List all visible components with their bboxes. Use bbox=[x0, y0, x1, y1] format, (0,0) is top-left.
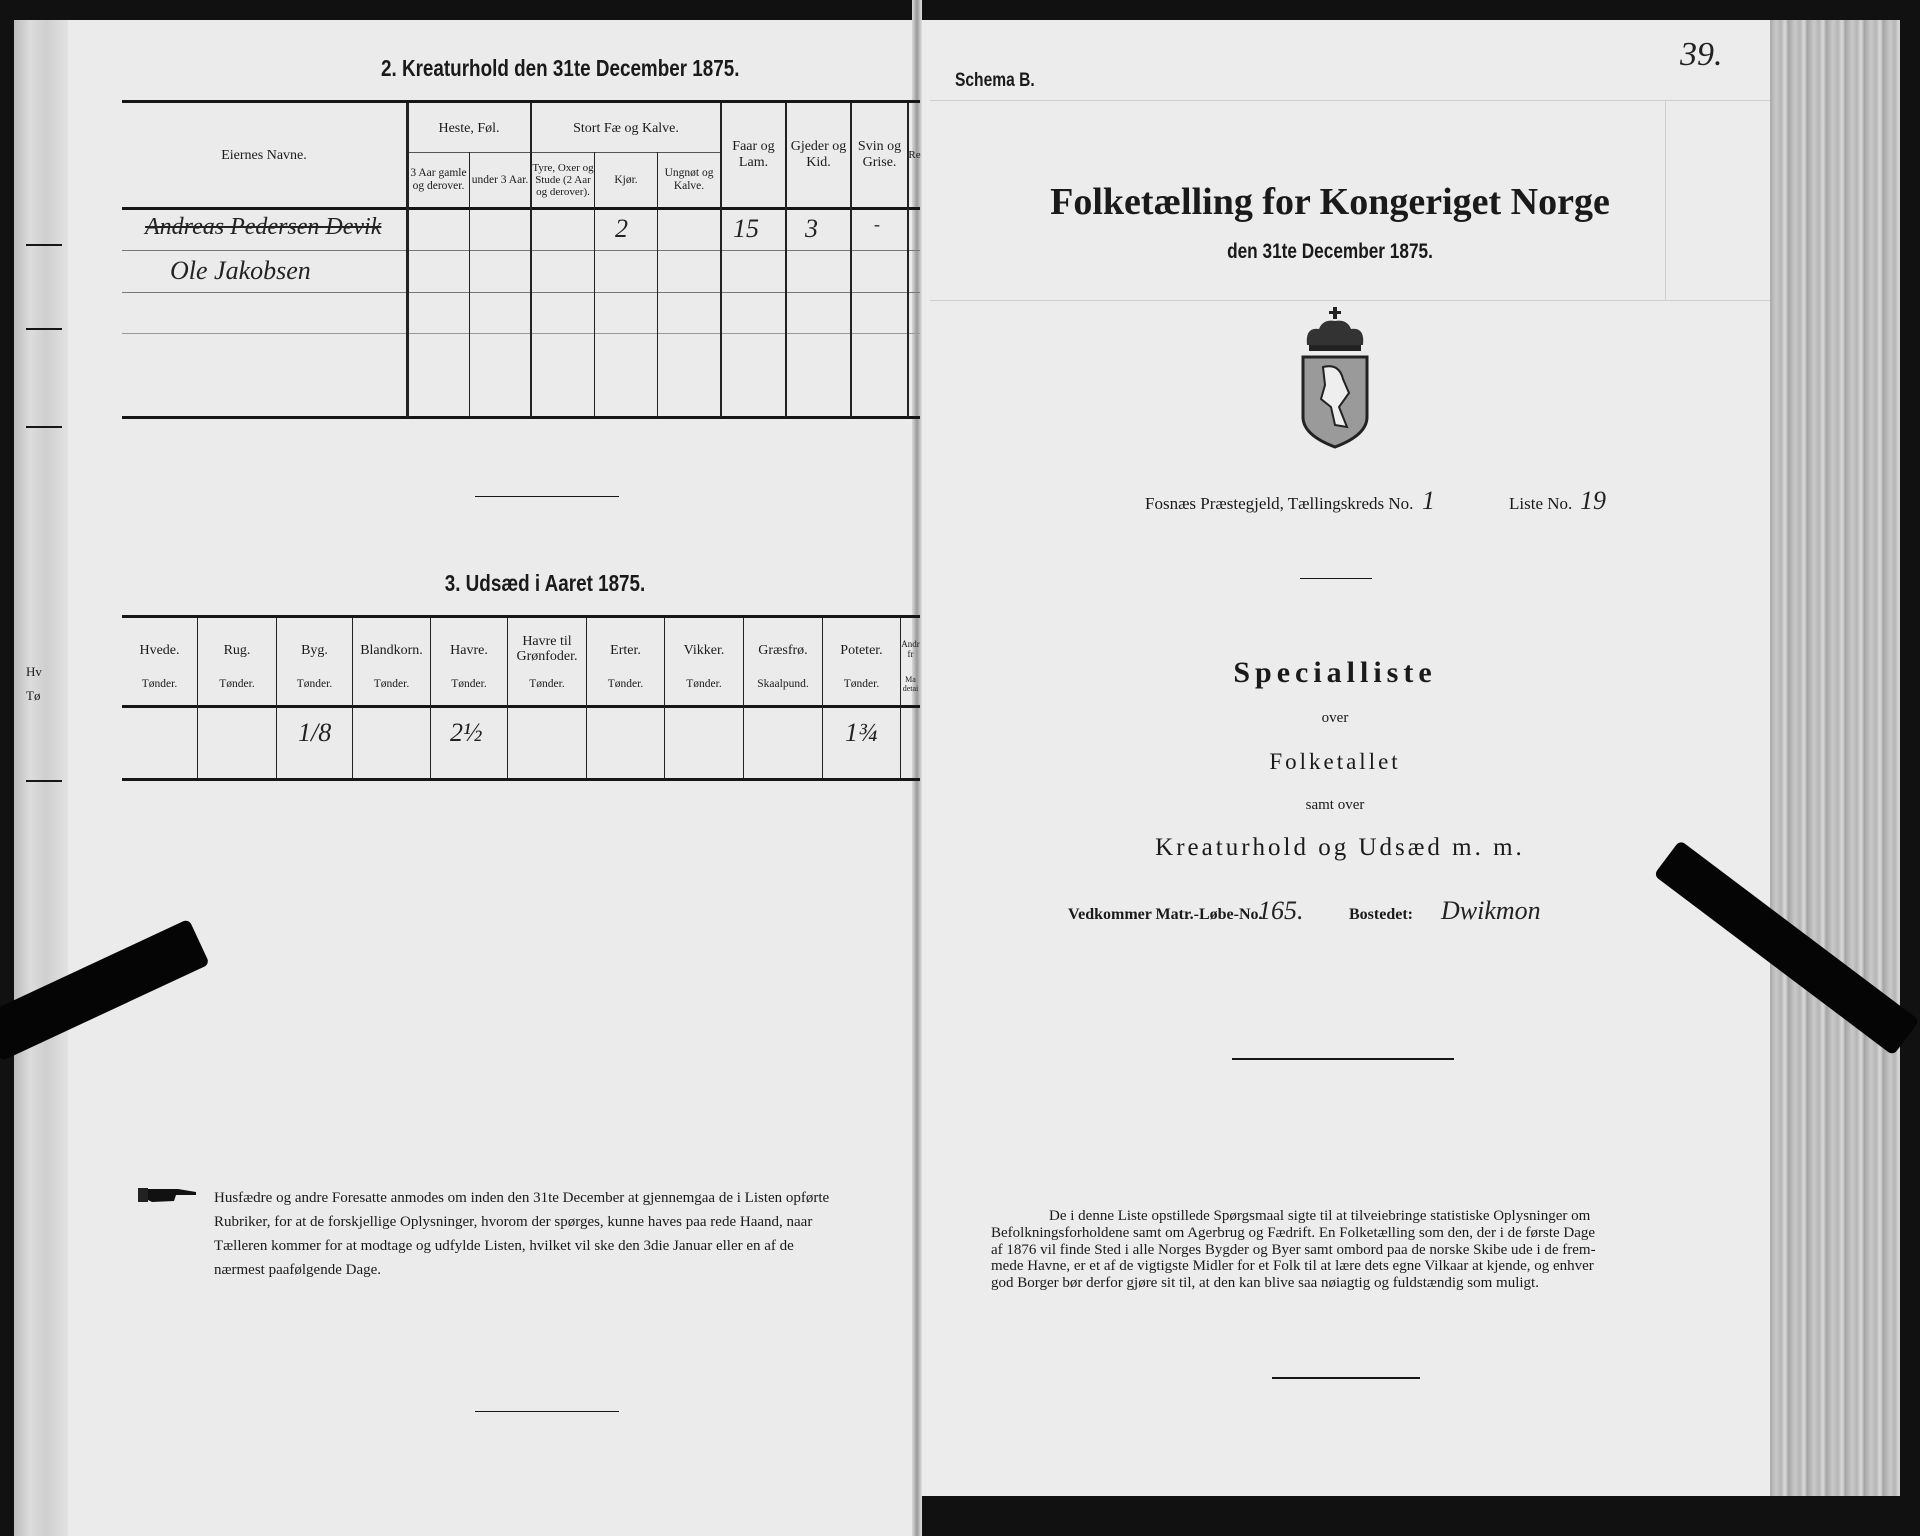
seed-header-unit: Tønder. bbox=[529, 677, 565, 690]
seed-header-unit: Tønder. bbox=[296, 677, 333, 690]
seed-header-label: Havre til Grønfoder. bbox=[516, 634, 578, 664]
cows-value: 2 bbox=[615, 214, 628, 243]
specialliste-heading: Specialliste bbox=[1233, 656, 1437, 689]
notice-text bbox=[214, 1186, 920, 1282]
margin-letter: Tø bbox=[26, 688, 41, 703]
potatoes-value: 1¾ bbox=[845, 718, 878, 747]
seed-header-label: Rug. bbox=[223, 642, 251, 658]
header-cutoff: Re bbox=[908, 148, 921, 161]
header-pigs: Svin og Grise. bbox=[857, 139, 902, 170]
kreaturhold-heading: Kreaturhold og Udsæd m. m. bbox=[1155, 834, 1525, 861]
owner-name-struck: Andreas Pedersen Devik bbox=[145, 214, 382, 240]
header-young-cattle: Ungnøt og Kalve. bbox=[664, 167, 714, 192]
section3-title: 3. Udsæd i Aaret 1875. bbox=[444, 570, 646, 596]
seed-header-unit: Tønder. bbox=[141, 677, 178, 690]
margin-mark bbox=[26, 328, 62, 330]
owner-name: Ole Jakobsen bbox=[170, 256, 311, 285]
info-paragraph bbox=[991, 1208, 1701, 1292]
notice-line: Tælleren kommer for at modtage og udfylde Listen, hvilket vil ske den 3die Januar eller en af de bbox=[214, 1238, 794, 1254]
seed-header-label: Erter. bbox=[610, 642, 641, 658]
margin-mark bbox=[26, 426, 62, 428]
divider-rule bbox=[1232, 1058, 1454, 1060]
notice-line: Rubriker, for at de forskjellige Oplysninger, hvorom der spørges, kunne haves paa rede Haand, naar bbox=[214, 1214, 813, 1230]
paragraph-line: af 1876 vil finde Sted i alle Norges Bygder og Byer samt ombord paa de norske Skibe ude i de frem- bbox=[991, 1241, 1596, 1258]
seed-header-unit: Tønder. bbox=[843, 677, 880, 690]
divider-rule bbox=[1300, 578, 1372, 579]
coat-of-arms-icon bbox=[1299, 307, 1371, 449]
margin-mark bbox=[26, 780, 62, 782]
header-horses-under3: under 3 Aar. bbox=[471, 173, 529, 186]
seed-header-label: Blandkorn. bbox=[360, 642, 423, 658]
pointing-hand-icon bbox=[138, 1186, 196, 1204]
header-cattle: Stort Fæ og Kalve. bbox=[573, 120, 679, 136]
paragraph-line: god Borger bør derfor gjøre sit til, at den kan blive saa nøiagtig og fuldstændig som muligt. bbox=[991, 1275, 1539, 1292]
section2-title: 2. Kreaturhold den 31te December 1875. bbox=[381, 55, 740, 81]
notice-line: nærmest paafølgende Dage. bbox=[214, 1262, 382, 1278]
header-owners: Eiernes Navne. bbox=[221, 147, 307, 163]
sheep-value: 15 bbox=[733, 214, 759, 243]
paragraph-line: mede Havne, er et af de vigtigste Midler for et Folk til at lære dets egne Vilkaar at kjende, og enhver bbox=[991, 1258, 1594, 1275]
schema-label: Schema B. bbox=[955, 70, 1035, 91]
matr-number: 165. bbox=[1258, 896, 1304, 925]
seed-header-unit: Tønder. bbox=[219, 677, 255, 690]
margin-letters bbox=[26, 660, 42, 708]
seed-header-label: Vikker. bbox=[683, 642, 725, 658]
seed-header-unit: Tønder. bbox=[373, 677, 410, 690]
header-sheep: Faar og Lam. bbox=[732, 139, 775, 170]
district-number: 1 bbox=[1422, 486, 1435, 515]
seed-header-label: Andr fr bbox=[901, 639, 920, 659]
header-goats: Gjeder og Kid. bbox=[790, 139, 847, 170]
folketallet-heading: Folketallet bbox=[1269, 749, 1401, 774]
notice-line: Husfædre og andre Foresatte anmodes om inden den 31te December at gjennemgaa de i Listen opførte bbox=[214, 1190, 830, 1206]
divider-rule bbox=[1272, 1377, 1420, 1379]
book-spine bbox=[912, 0, 922, 1536]
header-cows: Kjør. bbox=[614, 173, 638, 186]
divider-rule bbox=[475, 1411, 619, 1412]
seed-header-unit: Skaalpund. bbox=[757, 677, 809, 690]
over-label: over bbox=[1321, 710, 1349, 726]
seed-header-unit: Tønder. bbox=[607, 677, 644, 690]
margin-letter: Hv bbox=[26, 664, 42, 679]
header-bulls: Tyre, Oxer og Stude (2 Aar og derover). bbox=[532, 162, 594, 198]
seed-header-unit: Tønder. bbox=[451, 677, 487, 690]
previous-pages-edge bbox=[14, 20, 68, 1536]
header-horses-3plus: 3 Aar gamle og derover. bbox=[410, 167, 467, 192]
parish-label: Fosnæs Præstegjeld, Tællingskreds No. bbox=[1145, 494, 1414, 513]
goats-value: 3 bbox=[805, 214, 818, 243]
paragraph-line: De i denne Liste opstillede Spørgsmaal sigte til at tilveiebringe statistiske Oplysninger om bbox=[1049, 1208, 1591, 1224]
seed-header-label: Havre. bbox=[450, 642, 488, 658]
divider-rule bbox=[475, 496, 619, 497]
bosted-value: Dwikmon bbox=[1441, 896, 1541, 925]
seed-header-label: Hvede. bbox=[139, 642, 180, 658]
seed-header-label: Poteter. bbox=[840, 642, 883, 658]
paragraph-line: Befolkningsforholdene samt om Agerbrug og Fædrift. En Folketælling som den, der i de første Dage bbox=[991, 1224, 1596, 1241]
bosted-label: Bostedet: bbox=[1349, 906, 1413, 923]
page-edges-stack bbox=[1770, 20, 1900, 1496]
list-number: 19 bbox=[1580, 486, 1606, 515]
page-number: 39. bbox=[1680, 36, 1723, 73]
barley-value: 1/8 bbox=[298, 718, 332, 747]
seed-header-label: Byg. bbox=[301, 642, 328, 658]
pigs-value: - bbox=[874, 214, 880, 234]
header-horses: Heste, Føl. bbox=[438, 120, 500, 136]
list-label: Liste No. bbox=[1509, 494, 1573, 513]
samt-over-label: samt over bbox=[1305, 797, 1365, 813]
margin-mark bbox=[26, 244, 62, 246]
oats-value: 2½ bbox=[450, 718, 483, 747]
seed-header-unit: Tønder. bbox=[686, 677, 722, 690]
seed-header-unit: Ma detai bbox=[902, 675, 919, 693]
document-title: Folketælling for Kongeriget Norge bbox=[1050, 181, 1610, 223]
matr-label: Vedkommer Matr.-Løbe-No. bbox=[1068, 906, 1263, 923]
document-date: den 31te December 1875. bbox=[1227, 240, 1433, 263]
seed-header-label: Græsfrø. bbox=[758, 642, 808, 658]
